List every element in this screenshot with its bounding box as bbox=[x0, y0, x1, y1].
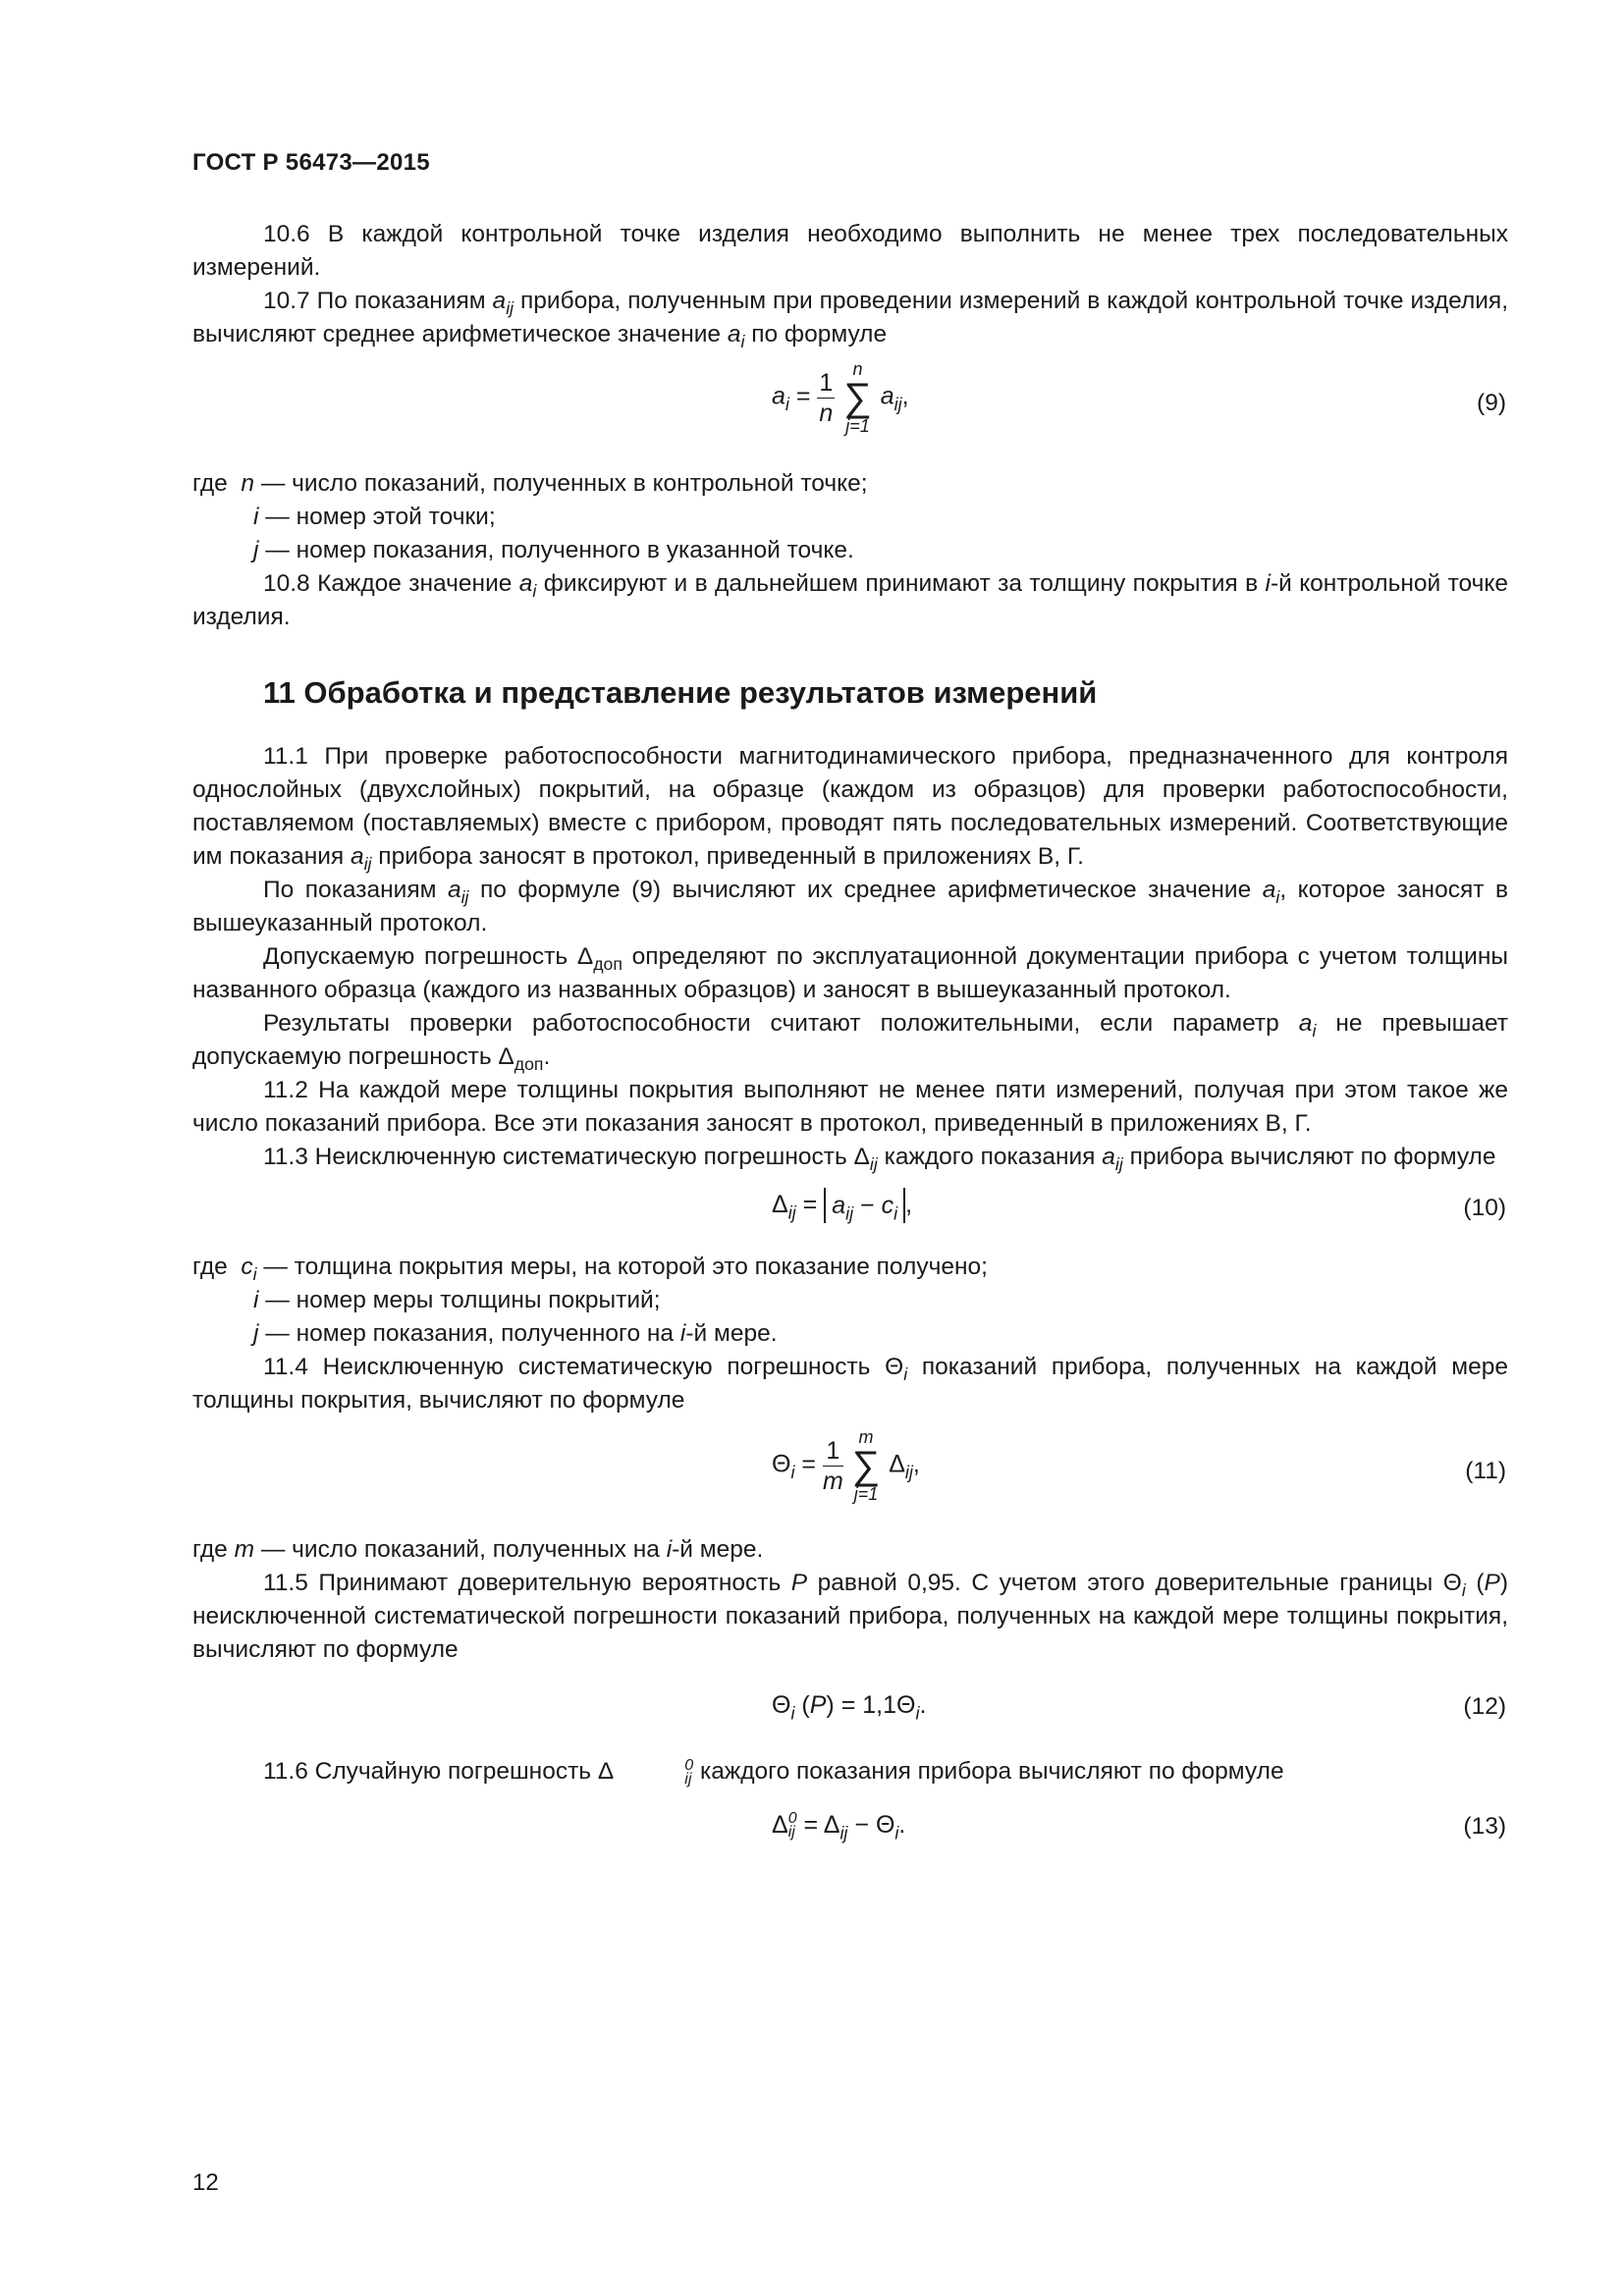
paragraph-11-1d: Результаты проверки работоспособности считают положительными, если параметр $a_i$ не превышает допускаемую погрешность $\Delta_{доп}$. bbox=[192, 1010, 1508, 1075]
formula-12 bbox=[192, 1667, 1508, 1749]
formula-10 bbox=[192, 1174, 1508, 1251]
formula-9 bbox=[192, 351, 1508, 467]
where-row: i — номер этой точки; bbox=[253, 504, 496, 530]
where-block-10 bbox=[192, 1251, 1508, 1351]
where-row: i — номер меры толщины покрытий; bbox=[253, 1287, 661, 1313]
where-block-9 bbox=[192, 467, 1508, 567]
where-row: где n — число показаний, полученных в контрольной точке; bbox=[192, 470, 868, 497]
formula-10-number: (10) bbox=[1463, 1195, 1506, 1221]
paragraph-10-8: 10.8 Каждое значение $a_i$ фиксируют и в дальнейшем принимают за толщину покрытия в i-й контрольной точке изделия. bbox=[192, 570, 1508, 630]
formula-11-expression: $\Theta_i$ = $\frac{1}{m}$ m ∑ j=1 $\Delta_{ij}$, bbox=[772, 1427, 920, 1504]
paragraph-11-1: 11.1 При проверке работоспособности магнитодинамического прибора, предназначенного для контроля однослойных (двухслойных) покрытий, на образце (каждом из образцов) для проверки работоспособности, поставляемом (поставляемых) вместе с прибором, проводят пять последовательных измерений. Соответствующие им показания $a_{ij}$ прибора заносят в протокол, приведенный в приложениях В, Г. bbox=[192, 743, 1508, 875]
paragraph-11-3: 11.3 Неисключенную систематическую погрешность $\Delta_{ij}$ каждого показания $a_{ij}$ прибора вычисляют по формуле bbox=[263, 1144, 1496, 1175]
section-11-heading: 11 Обработка и представление результатов измерений bbox=[263, 675, 1098, 710]
where-row: где m — число показаний, полученных на i-й мере. bbox=[192, 1536, 764, 1563]
paragraph-11-1b: По показаниям $a_{ij}$ по формуле (9) вычисляют их среднее арифметическое значение $a_i$, которое заносят в вышеуказанный протокол. bbox=[192, 877, 1508, 936]
formula-12-number: (12) bbox=[1463, 1693, 1506, 1720]
formula-9-number: (9) bbox=[1477, 390, 1506, 416]
formula-10-expression: $\Delta_{ij} = a_{ij} - c_i$ , bbox=[772, 1188, 912, 1223]
paragraph-11-1c: Допускаемую погрешность $\Delta_{доп}$ определяют по эксплуатационной документации прибора с учетом толщины названного образца (каждого из названных образцов) и заносят в вышеуказанный протокол. bbox=[192, 943, 1508, 1003]
paragraph-10-6: 10.6 В каждой контрольной точке изделия необходимо выполнить не менее трех последовательных измерений. bbox=[192, 221, 1508, 281]
paragraph-11-4: 11.4 Неисключенную систематическую погрешность $\Theta_i$ показаний прибора, полученных на каждой мере толщины покрытия, вычисляют по формуле bbox=[192, 1354, 1508, 1414]
paragraph-10-7: 10.7 По показаниям $a_{ij}$ прибора, полученным при проведении измерений в каждой контрольной точке изделия, вычисляют среднее арифметическое значение $a_i$ по формуле bbox=[192, 288, 1509, 352]
formula-13 bbox=[192, 1789, 1508, 1867]
where-row: где $c_i$ — толщина покрытия меры, на которой это показание получено; bbox=[192, 1254, 988, 1285]
page-number: 12 bbox=[192, 2169, 219, 2196]
where-row: j — номер показания, полученного на i-й мере. bbox=[253, 1320, 778, 1347]
where-row: j — номер показания, полученного в указанной точке. bbox=[253, 537, 854, 563]
where-block-11 bbox=[192, 1533, 1508, 1567]
page-content bbox=[192, 218, 1508, 1867]
paragraph-11-5: 11.5 Принимают доверительную вероятность P равной 0,95. С учетом этого доверительные границы $\Theta_i$ (P) неисключенной систематической погрешности показаний прибора, полученных на каждой мере толщины покрытия, вычисляют по формуле bbox=[192, 1570, 1508, 1663]
formula-9-expression: $a_i$ = $\frac{1}{n}$ n ∑ j=1 $a_{ij}$, bbox=[772, 359, 909, 436]
formula-11-number: (11) bbox=[1465, 1458, 1506, 1484]
formula-12-expression: $\Theta_i$ $(P) = 1,1\Theta_i$. bbox=[772, 1691, 927, 1724]
formula-13-number: (13) bbox=[1463, 1813, 1506, 1840]
formula-13-expression: Δ 0 ij = $\Delta_{ij} - \Theta_i$. bbox=[772, 1810, 906, 1843]
paragraph-11-2: 11.2 На каждой мере толщины покрытия выполняют не менее пяти измерений, получая при этом такое же число показаний прибора. Все эти показания заносят в протокол, приведенный в приложениях В, Г. bbox=[192, 1077, 1508, 1137]
formula-11 bbox=[192, 1417, 1508, 1533]
paragraph-11-6: 11.6 Случайную погрешность Δ 0 ij каждого показания прибора вычисляют по формуле bbox=[263, 1756, 1284, 1788]
document-header: ГОСТ Р 56473—2015 bbox=[192, 149, 430, 176]
